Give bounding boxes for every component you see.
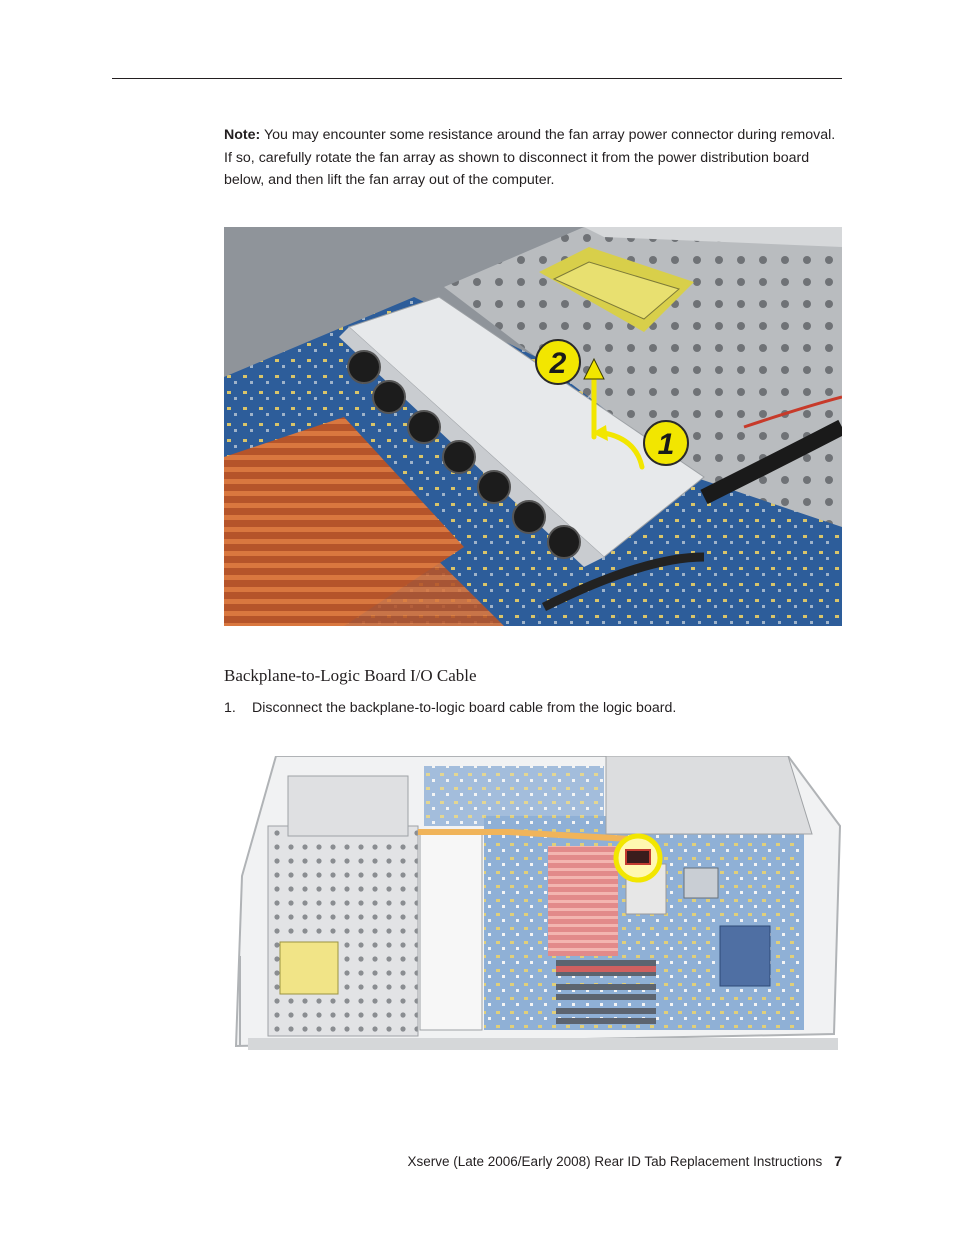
logic-board-top-view-photo <box>228 756 842 1054</box>
note-paragraph <box>224 124 844 192</box>
page-footer <box>407 1153 842 1169</box>
callout-1: 1 <box>657 428 675 461</box>
step-text: Disconnect the backplane-to-logic board cable from the logic board. <box>252 700 677 716</box>
section-heading: Backplane-to-Logic Board I/O Cable <box>224 666 477 685</box>
step-number: 1. <box>224 700 236 716</box>
callout-2: 2 <box>549 347 567 380</box>
fan-array-removal-photo <box>224 227 842 626</box>
header-rule <box>112 78 842 79</box>
note-text: You may encounter some resistance around the fan array power connector during removal. If so, carefully rotate the fan array as shown to disconnect it from the power distribution board below, and then lift the fan array out of the computer. <box>224 127 836 189</box>
note-label: Note: <box>224 127 261 143</box>
page-number: 7 <box>834 1153 842 1169</box>
footer-title: Xserve (Late 2006/Early 2008) Rear ID Tab Replacement Instructions <box>407 1154 823 1169</box>
